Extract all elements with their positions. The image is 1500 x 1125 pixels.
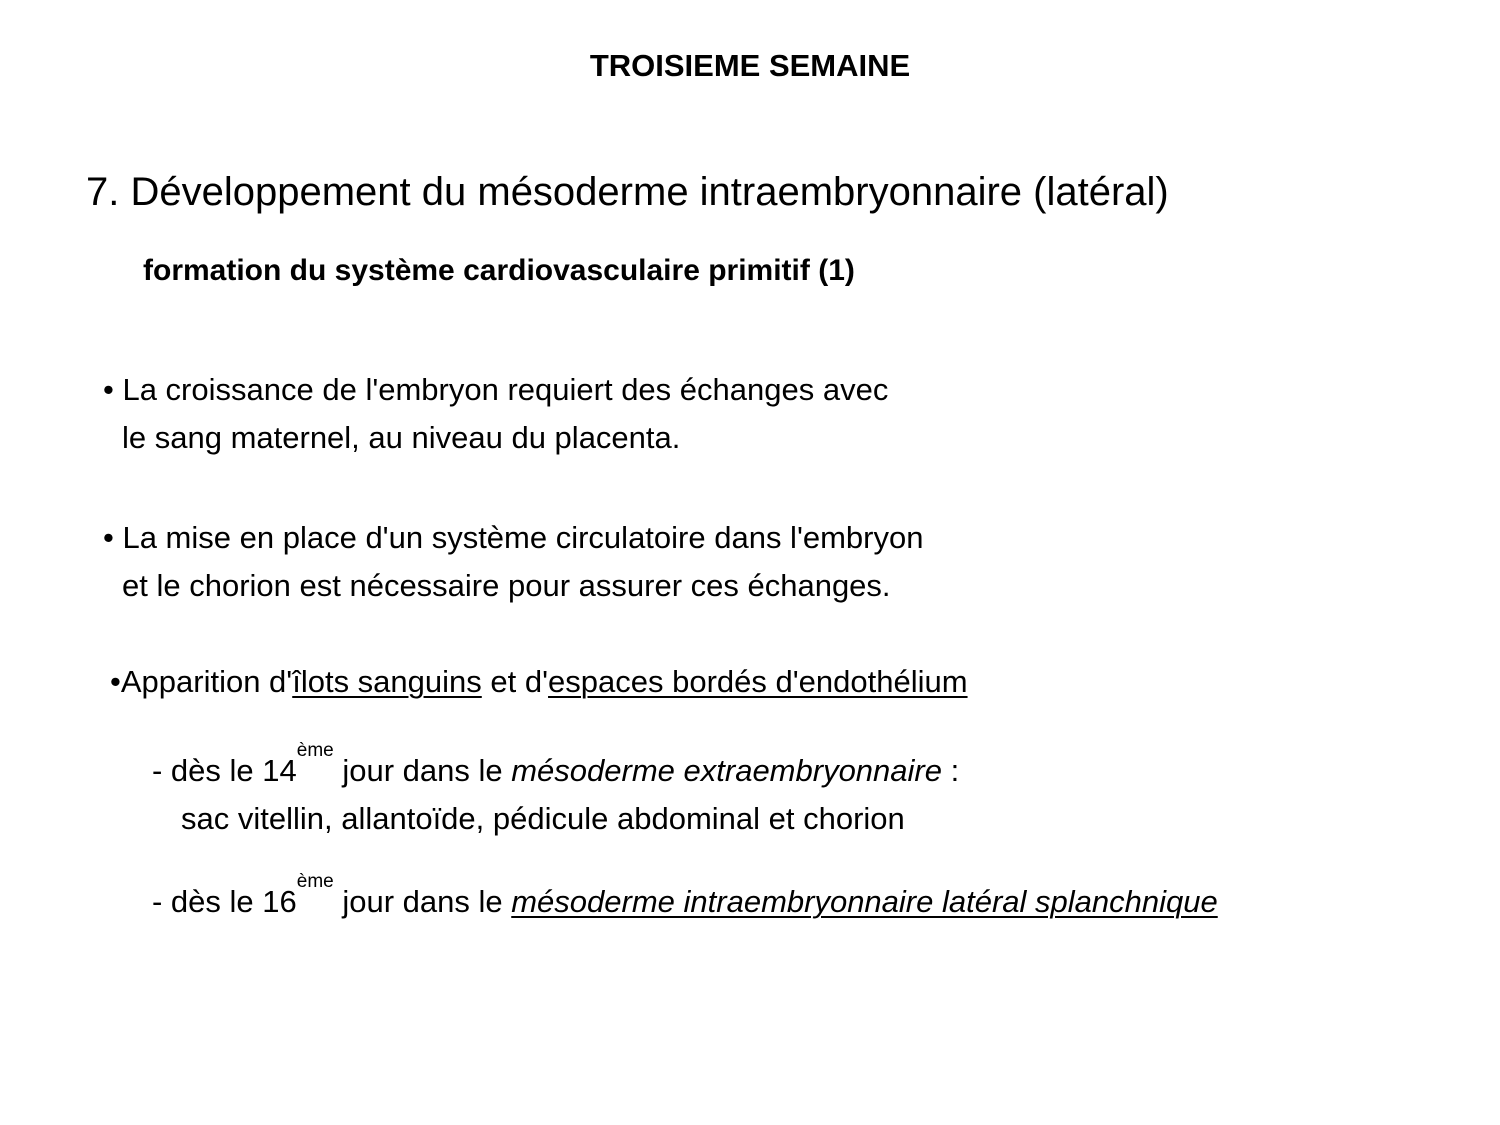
bullet-circulatory-system <box>103 514 923 610</box>
subitem-line: sac vitellin, allantoïde, pédicule abdominal et chorion <box>181 801 905 836</box>
term-blood-islands: îlots sanguins <box>292 664 482 699</box>
term-extraembryonic-mesoderm: mésoderme extraembryonnaire <box>511 753 942 788</box>
term-splanchnic-mesoderm: mésoderme intraembryonnaire latéral splanchnique <box>511 884 1218 919</box>
bullet-blood-islands <box>110 658 968 706</box>
subitem-day-14 <box>152 740 960 843</box>
subitem-text: - dès le 16 <box>152 884 297 919</box>
bullet-placenta-exchange <box>103 366 888 462</box>
slide-heading: 7. Développement du mésoderme intraembryonnaire (latéral) <box>86 170 1169 214</box>
bullet-line: et le chorion est nécessaire pour assurer ces échanges. <box>122 568 891 603</box>
ordinal-superscript: ème <box>296 871 334 892</box>
bullet-line: • La mise en place d'un système circulatoire dans l'embryon <box>103 520 924 555</box>
subitem-text: jour dans le <box>333 884 512 919</box>
slide-subheading: formation du système cardiovasculaire primitif (1) <box>143 254 855 287</box>
term-splanchnic-mesoderm-underline <box>511 884 1218 919</box>
term-endothelial-spaces: espaces bordés d'endothélium <box>548 664 968 699</box>
subitem-text: jour dans le <box>333 753 512 788</box>
bullet-text: •Apparition d' <box>110 664 293 699</box>
subitem-line <box>152 740 960 795</box>
subitem-day-16 <box>152 871 1218 926</box>
bullet-text: et d' <box>481 664 549 699</box>
bullet-line: • La croissance de l'embryon requiert des échanges avec <box>103 372 889 407</box>
subitem-text: - dès le 14 <box>152 753 297 788</box>
subitem-text: : <box>941 753 960 788</box>
bullet-line: le sang maternel, au niveau du placenta. <box>122 420 681 455</box>
slide-kicker: TROISIEME SEMAINE <box>589 48 911 83</box>
ordinal-superscript: ème <box>296 740 334 761</box>
